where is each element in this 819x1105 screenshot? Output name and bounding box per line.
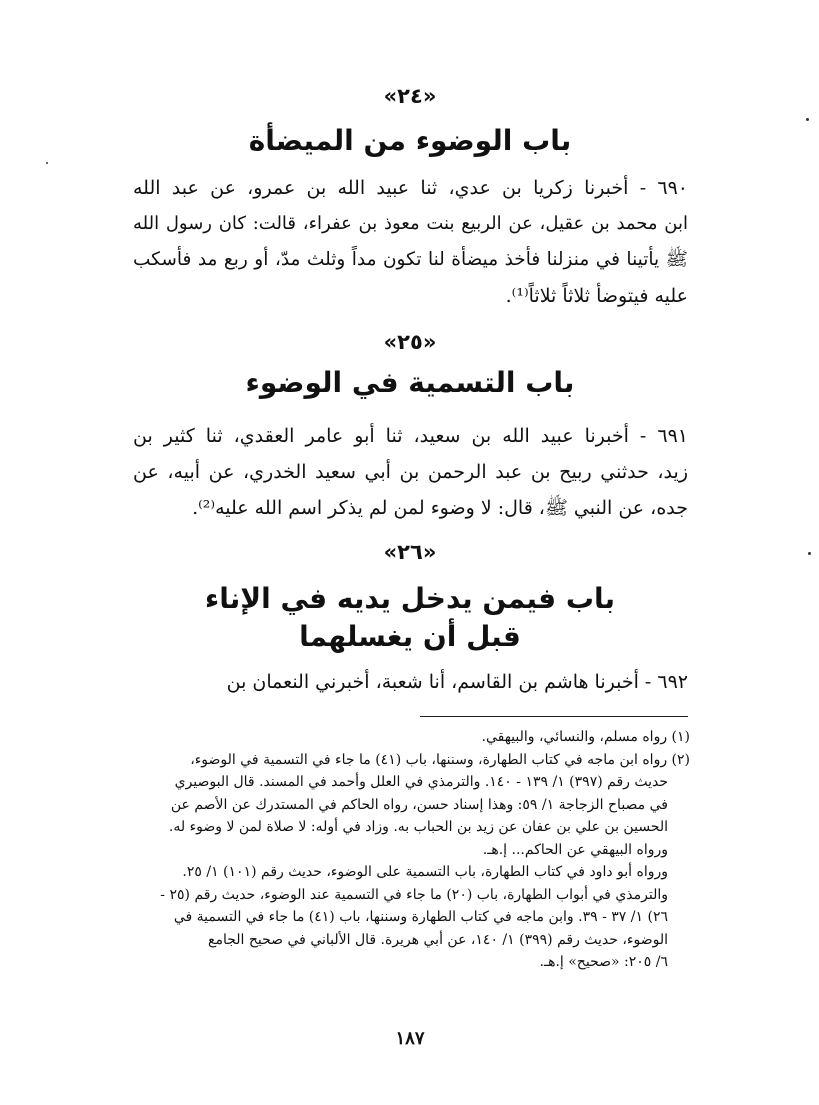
text-line: ٦٩٢ - أخبرنا هاشم بن القاسم، أنا شعبة، أخبرني النعمان بن [226,671,688,693]
footnote-line: الوضوء، حديث رقم (٣٩٩) ١/ ١٤٠، عن أبي هريرة. قال الألباني في صحيح الجامع [208,931,668,948]
section-24-title-block [130,122,690,160]
section-title: باب فيمن يدخل يديه في الإناء [204,582,616,615]
section-title: باب التسمية في الوضوء [245,366,575,399]
text-line: جده، عن النبي ﷺ، قال: لا وضوء لمن لم يذكر اسم الله عليه⁽²⁾. [192,497,688,519]
footnote-line: ورواه أبو داود في كتاب الطهارة، باب التسمية على الوضوء، حديث رقم (١٠١) ١/ ٢٥. [182,864,668,880]
footnote-line: ٢٦) ١/ ٣٧ - ٣٩. وابن ماجه في كتاب الطهارة وسننها، باب (٤١) ما جاء في التسمية في [173,909,668,925]
footnote-line: الحسين بن علي بن عفان عن زيد بن الحباب به. وزاد في أوله: لا صلاة لمن لا وضوء له. [168,819,668,835]
footnotes [138,726,690,974]
section-title-line-2: قبل أن يغسلهما [299,620,521,653]
section-number: «٢٦» [383,540,437,564]
footnote-line: والترمذي في أبواب الطهارة، باب (٢٠) ما جاء في التسمية عند الوضوء، حديث رقم (٢٥ - [160,886,668,903]
hadith-690 [133,170,688,314]
section-26-header [130,540,690,564]
footnote-line: ٦/ ٢٠٥: «صحيح» إ.هـ. [539,954,668,970]
footnote-line: في مصباح الزجاجة ١/ ٥٩: وهذا إسناد حسن، رواه الحاكم في المستدرك عن الأصم عن [170,796,668,813]
text-line: ٦٩٠ - أخبرنا زكريا بن عدي، ثنا عبيد الله بن عمرو، عن عبد الله [133,177,688,199]
text-line: ٦٩١ - أخبرنا عبيد الله بن سعيد، ثنا أبو عامر العقدي، ثنا كثير بن [133,425,688,447]
hadith-692 [133,664,688,700]
section-number: «٢٤» [383,84,437,108]
text-line: عليه فيتوضأ ثلاثاً ثلاثاً⁽¹⁾. [505,285,688,307]
hadith-691 [133,418,688,526]
section-26-title-block [130,580,690,656]
scan-speck [46,162,48,164]
scan-speck [806,118,809,121]
footnote-line: (٢) رواه ابن ماجه في كتاب الطهارة، وسننها، باب (٤١) ما جاء في التسمية في الوضوء، [190,751,690,768]
text-line: زيد، حدثني ربيح بن عبد الرحمن بن أبي سعيد الخدري، عن أبيه، عن [133,461,688,483]
text-line: ابن محمد بن عقيل، عن الربيع بنت معوذ بن عفراء، قالت: كان رسول الله [133,213,688,234]
text-line: ﷺ يأتينا في منزلنا فأخذ ميضأة لنا تكون مداً وثلث مدّ، أو ربع مد فأسكب [133,249,688,270]
scan-speck [808,552,811,555]
section-25-header [130,330,690,354]
section-title: باب الوضوء من الميضأة [248,124,572,157]
footnote-line: ورواه البيهقي عن الحاكم... إ.هـ. [482,841,668,858]
section-number: «٢٥» [383,330,437,354]
section-25-title-block [130,364,690,402]
footnote-separator [420,716,688,717]
page-number: ١٨٧ [395,1028,425,1049]
footnote-line: حديث رقم (٣٩٧) ١/ ١٣٩ - ١٤٠. والترمذي في العلل وأحمد في المسند. قال البوصيري [174,774,668,790]
section-24-header [130,84,690,108]
footnote-line: (١) رواه مسلم، والنسائي، والبيهقي. [481,729,690,745]
